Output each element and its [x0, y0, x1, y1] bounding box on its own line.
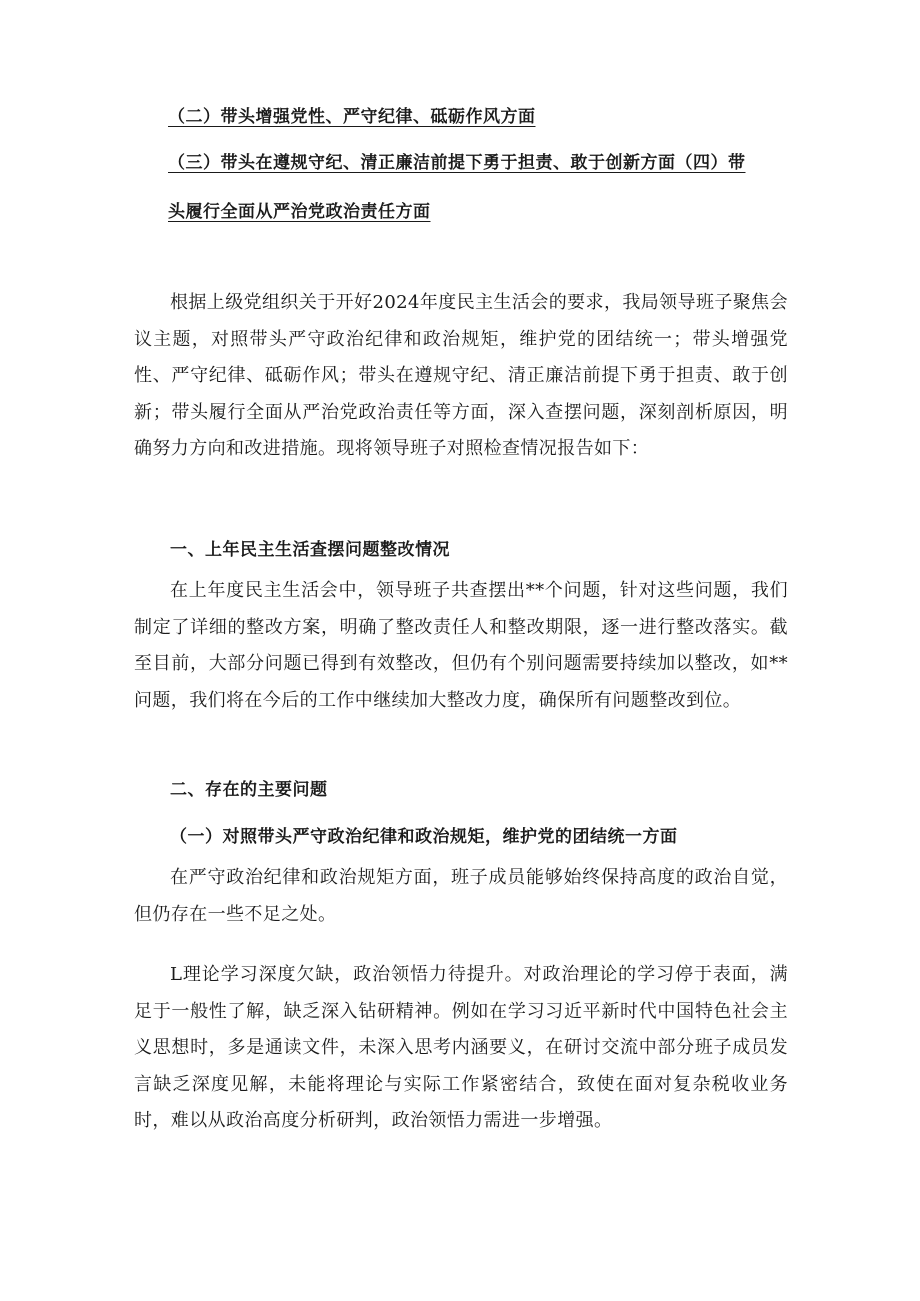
section-1-heading: 一、上年民主生活查摆问题整改情况: [170, 540, 450, 560]
toc-line-section-4-cont: 头履行全面从严治党政治责任方面: [168, 202, 431, 222]
section-1-paragraph: 在上年度民主生活会中，领导班子共查摆出**个问题，针对这些问题，我们制定了详细的整改方案，明确了整改责任人和整改期限，逐一进行整改落实。截至目前，大部分问题已得到有效整改，但仍有个别问题需要持续加以整改，如**问题，我们将在今后的工作中继续加大整改力度，确保所有问题整改到位。: [134, 580, 788, 711]
intro-paragraph: 根据上级党组织关于开好2024年度民主生活会的要求，我局领导班子聚焦会议主题，对照带头严守政治纪律和政治规矩，维护党的团结统一；带头增强党性、严守纪律、砥砺作风；带头在遵规守纪、清正廉洁前提下勇于担责、敢于创新；带头履行全面从严治党政治责任等方面，深入查摆问题，深刻剖析原因，明确努力方向和改进措施。现将领导班子对照检查情况报告如下：: [134, 292, 788, 459]
subsection-1-heading: （一）对照带头严守政治纪律和政治规矩，维护党的团结统一方面: [170, 827, 678, 847]
subsection-1-paragraph-2: L理论学习深度欠缺，政治领悟力待提升。对政治理论的学习停于表面，满足于一般性了解，缺乏深入钻研精神。例如在学习习近平新时代中国特色社会主义思想时，多是通读文件，未深入思考内涵要义，在研讨交流中部分班子成员发言缺乏深度见解，未能将理论与实际工作紧密结合，致使在面对复杂税收业务时，难以从政治高度分析研判，政治领悟力需进一步增强。: [134, 964, 788, 1131]
section-2-heading: 二、存在的主要问题: [170, 780, 328, 800]
subsection-1-paragraph-1: 在严守政治纪律和政治规矩方面，班子成员能够始终保持高度的政治自觉，但仍存在一些不足之处。: [134, 867, 788, 925]
toc-line-section-2: （二）带头增强党性、严守纪律、砥砺作风方面: [168, 107, 536, 127]
toc-line-section-3-4: （三）带头在遵规守纪、清正廉洁前提下勇于担责、敢于创新方面（四）带: [168, 153, 746, 173]
